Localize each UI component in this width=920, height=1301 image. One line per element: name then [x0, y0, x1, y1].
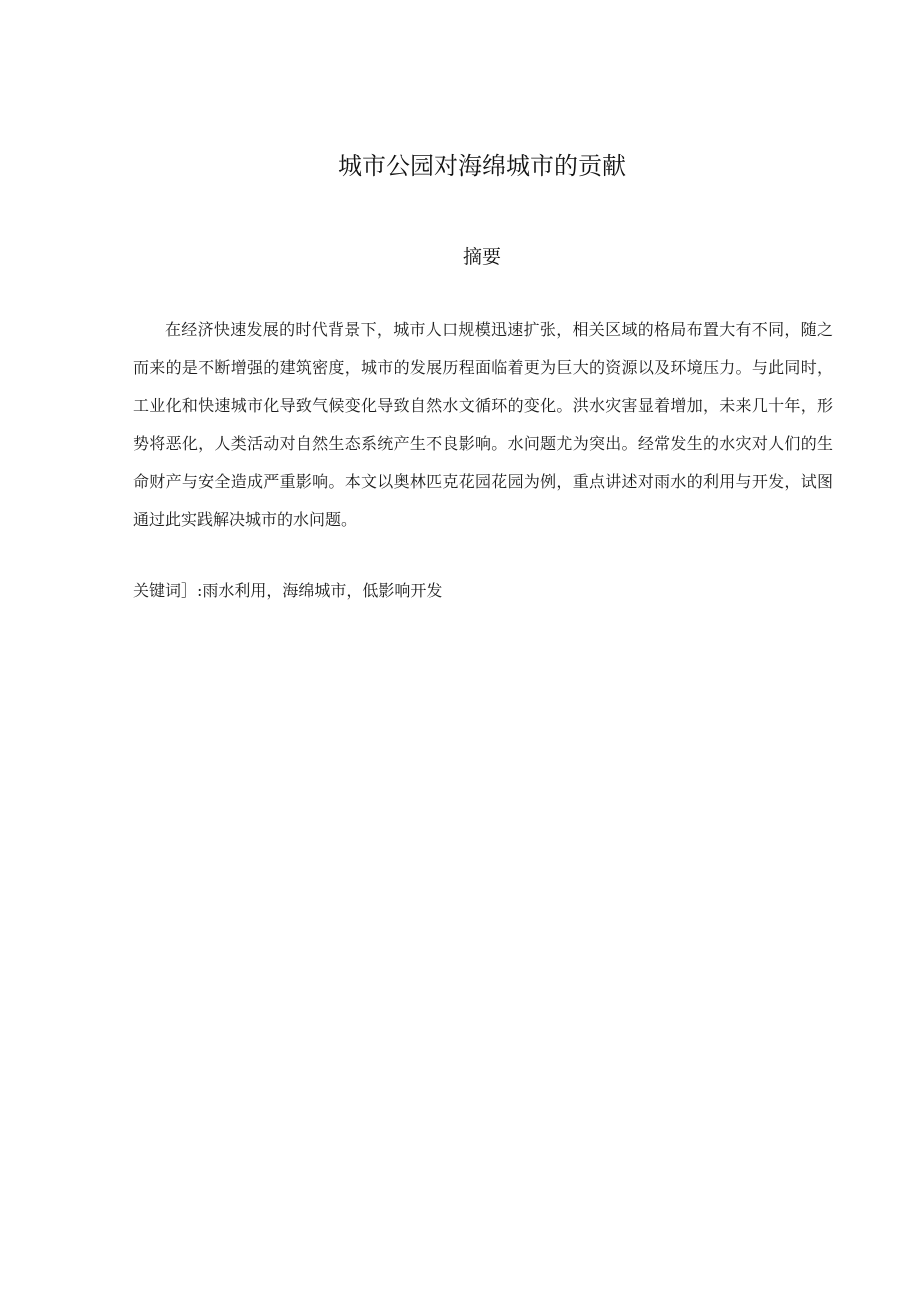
abstract-paragraph: 在经济快速发展的时代背景下，城市人口规模迅速扩张，相关区域的格局布置大有不同，随之而来的是不断增强的建筑密度，城市的发展历程面临着更为巨大的资源以及环境压力。与此同时，工业化和快速城市化导致气候变化导致自然水文循环的变化。洪水灾害显着增加，未来几十年，形势将恶化，人类活动对自然生态系统产生不良影响。水问题尤为突出。经常发生的水灾对人们的生命财产与安全造成严重影响。本文以奥林匹克花园花园为例，重点讲述对雨水的利用与开发，试图通过此实践解决城市的水问题。 [133, 320, 833, 529]
keywords-line: 关键词］:雨水利用，海绵城市，低影响开发 [133, 581, 443, 600]
abstract-heading: 摘要 [462, 246, 501, 268]
document-title: 城市公园对海绵城市的贡献 [338, 152, 626, 180]
